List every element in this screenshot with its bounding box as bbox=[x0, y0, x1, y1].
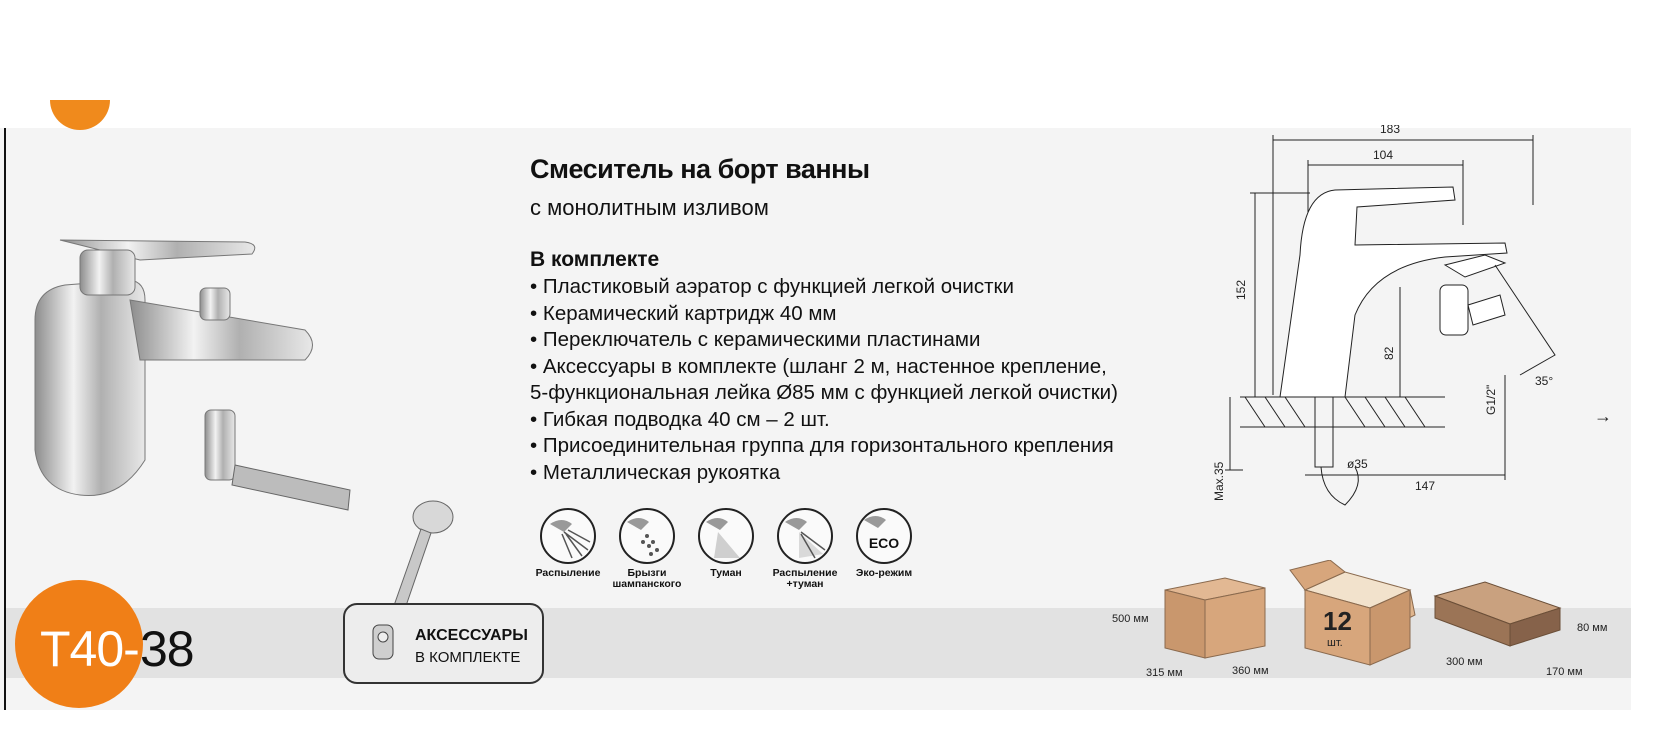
spray-mode-label: Распыление bbox=[535, 567, 601, 579]
next-arrow-icon[interactable]: → bbox=[1594, 406, 1612, 426]
kit-item: • Присоединительная группа для горизонтального крепления bbox=[530, 434, 1114, 457]
faucet-illustration bbox=[20, 220, 380, 540]
kit-item: • Гибкая подводка 40 см – 2 шт. bbox=[530, 407, 830, 431]
unit-width-label: 170 мм bbox=[1546, 666, 1583, 678]
product-title: Смеситель на борт ванны bbox=[530, 154, 870, 184]
dim-183: 183 bbox=[1380, 125, 1401, 136]
product-subtitle: с монолитным изливом bbox=[530, 195, 769, 220]
box-width-label: 360 мм bbox=[1232, 665, 1269, 677]
spray-mode-label-2: шампанского bbox=[612, 578, 682, 590]
spray-mode-eco bbox=[844, 508, 924, 579]
open-box-icon bbox=[1285, 560, 1420, 670]
unit-height-label: 80 мм bbox=[1577, 622, 1608, 634]
dim-104: 104 bbox=[1373, 148, 1394, 162]
spray-mode-mist bbox=[686, 508, 766, 579]
technical-drawing bbox=[1205, 125, 1585, 555]
spray-mode-label: Брызги bbox=[627, 567, 667, 579]
kit-item: • Аксессуары в комплекте (шланг 2 м, настенное крепление, bbox=[530, 354, 1107, 378]
spray-mode-spray bbox=[528, 508, 608, 579]
box-depth-label: 315 мм bbox=[1146, 667, 1183, 679]
kit-item: • Керамический картридж 40 мм bbox=[530, 301, 837, 325]
spray-mode-label: Распыление bbox=[772, 567, 838, 579]
spray-mode-label: Эко-режим bbox=[855, 567, 913, 579]
dim-152: 152 bbox=[1234, 279, 1248, 300]
pack-count: 12 bbox=[1323, 606, 1352, 636]
shipping-box-icon bbox=[1155, 570, 1275, 665]
eco-icon bbox=[856, 508, 912, 564]
spray-mode-champagne bbox=[607, 508, 687, 590]
product-box-icon bbox=[1430, 578, 1570, 653]
dim-angle: 35° bbox=[1535, 374, 1554, 388]
mist-icon bbox=[698, 508, 754, 564]
spray-mode-spray-mist bbox=[765, 508, 845, 590]
kit-item: • Переключатель с керамическими пластинами bbox=[530, 328, 981, 351]
kit-item: • Пластиковый аэратор с функцией легкой очистки bbox=[530, 275, 1014, 298]
unit-length-label: 300 мм bbox=[1446, 656, 1483, 668]
kit-list bbox=[530, 274, 1130, 486]
spray-mode-label-2: +туман bbox=[786, 578, 824, 590]
dim-82: 82 bbox=[1382, 346, 1396, 360]
accessories-badge bbox=[343, 603, 544, 684]
accessories-title: АКСЕССУАРЫ bbox=[415, 627, 528, 644]
dim-max35: Max.35 bbox=[1212, 461, 1226, 501]
dim-147: 147 bbox=[1415, 479, 1436, 493]
model-code: T40- bbox=[40, 621, 139, 677]
dim-thread: G1/2" bbox=[1484, 384, 1498, 415]
spray-mist-icon bbox=[777, 508, 833, 564]
dim-hole: ø35 bbox=[1347, 457, 1368, 471]
kit-item: 5-функциональная лейка Ø85 мм с функцией легкой очистки) bbox=[530, 381, 1118, 404]
kit-item: • Металлическая рукоятка bbox=[530, 460, 781, 484]
kit-heading: В комплекте bbox=[530, 248, 660, 271]
spray-icon bbox=[540, 508, 596, 564]
spray-mode-label: Туман bbox=[710, 567, 742, 579]
box-height-label: 500 мм bbox=[1112, 613, 1149, 625]
accessories-subtitle: В КОМПЛЕКТЕ bbox=[415, 649, 521, 666]
model-number: 38 bbox=[140, 621, 194, 677]
pack-unit: шт. bbox=[1327, 637, 1343, 649]
champagne-icon bbox=[619, 508, 675, 564]
eco-icon-text: ECO bbox=[868, 535, 900, 551]
shower-holder-icon bbox=[363, 617, 403, 669]
orange-accent-top bbox=[50, 100, 110, 130]
